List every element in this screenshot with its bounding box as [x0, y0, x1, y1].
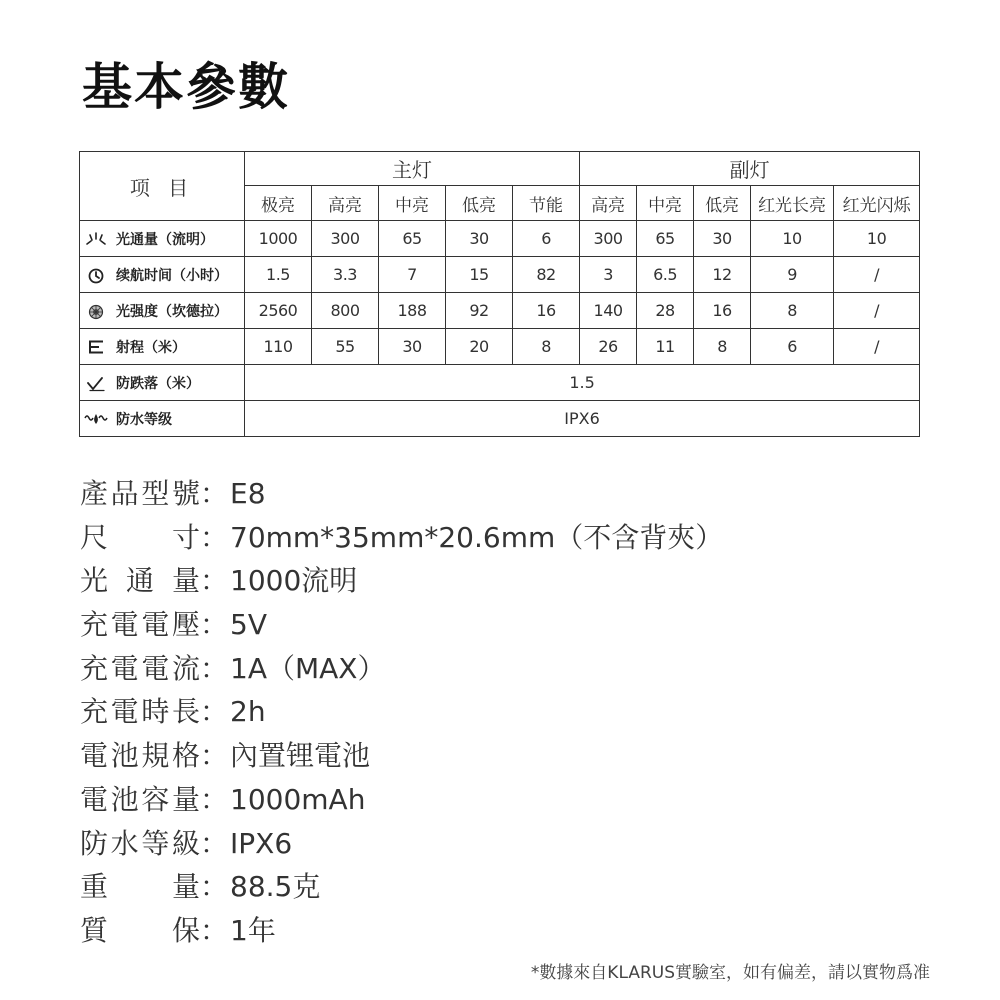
param-value: 88.5克: [230, 870, 321, 904]
table-cell: 188: [379, 293, 446, 329]
param-colon: ：: [200, 651, 229, 685]
page-title: 基本參數: [82, 58, 290, 116]
param-row: [80, 865, 723, 909]
table-cell: 8: [694, 329, 751, 365]
table-cell: 55: [312, 329, 379, 365]
param-row: [80, 472, 723, 516]
param-label: 電池規格: [80, 739, 200, 773]
param-colon: ：: [200, 826, 229, 860]
table-cell: 8: [751, 293, 834, 329]
row-label-luminous-flux: [80, 221, 245, 257]
table-cell: 6: [513, 221, 580, 257]
table-cell: 140: [580, 293, 637, 329]
table-cell: 15: [446, 257, 513, 293]
row-label-runtime: [80, 257, 245, 293]
table-cell: 110: [245, 329, 312, 365]
table-cell: /: [834, 293, 920, 329]
param-label: 產品型號: [80, 477, 200, 510]
merged-value: 1.5: [245, 365, 920, 401]
table-cell: 20: [446, 329, 513, 365]
param-label: 電池容量: [80, 782, 200, 816]
row-label-beam-distance: [80, 329, 245, 365]
table-cell: 2560: [245, 293, 312, 329]
table-cell: 11: [637, 329, 694, 365]
table-row: [80, 221, 920, 257]
table-cell: 26: [580, 329, 637, 365]
table-row: [80, 257, 920, 293]
param-colon: ：: [200, 739, 229, 773]
mode-header: 节能: [513, 186, 580, 221]
row-label-text: 光强度（坎德拉）: [116, 303, 228, 320]
impact-resistance-icon: [84, 376, 108, 392]
table-cell: 800: [312, 293, 379, 329]
row-label-impact-resistance: [80, 365, 245, 401]
row-label-text: 防跌落（米）: [116, 375, 200, 392]
table-cell: 30: [379, 329, 446, 365]
param-row: [80, 647, 723, 691]
table-cell: 16: [513, 293, 580, 329]
group-header-main-light: 主灯: [245, 152, 580, 186]
param-label: 光通量: [80, 564, 200, 598]
table-cell: 300: [580, 221, 637, 257]
param-colon: ：: [200, 564, 229, 598]
table-cell: 30: [446, 221, 513, 257]
param-row: [80, 603, 723, 647]
mode-header: 红光闪烁: [834, 186, 920, 221]
table-cell: 6: [751, 329, 834, 365]
param-colon: ：: [200, 695, 229, 729]
mode-header: 中亮: [379, 186, 446, 221]
table-row: [80, 401, 920, 437]
table-cell: 1000: [245, 221, 312, 257]
table-cell: /: [834, 329, 920, 365]
param-row: [80, 909, 723, 953]
footnote: *數據來自KLARUS實驗室，如有偏差，請以實物爲准: [530, 963, 930, 983]
param-label: 充電時長: [80, 695, 200, 729]
param-label: 充電電流: [80, 651, 200, 685]
row-label-text: 光通量（流明）: [116, 231, 214, 248]
table-cell: 7: [379, 257, 446, 293]
param-label: 尺寸: [80, 520, 200, 554]
param-value: E8: [230, 477, 266, 510]
table-cell: 3.3: [312, 257, 379, 293]
table-header: [80, 152, 920, 221]
mode-header: 红光长亮: [751, 186, 834, 221]
param-row: [80, 559, 723, 603]
param-label: 防水等級: [80, 826, 200, 860]
lumen-icon: [84, 232, 108, 248]
param-colon: ：: [200, 608, 229, 642]
merged-value: IPX6: [245, 401, 920, 437]
param-value: 1年: [230, 913, 276, 947]
spec-table: [79, 151, 920, 437]
param-label: 充電電壓: [80, 608, 200, 642]
corner-label: 项 目: [80, 152, 245, 221]
param-label: 質保: [80, 913, 200, 947]
table-cell: 1.5: [245, 257, 312, 293]
mode-header: 低亮: [694, 186, 751, 221]
group-header-sub-light: 副灯: [580, 152, 920, 186]
table-cell: 6.5: [637, 257, 694, 293]
table-cell: 30: [694, 221, 751, 257]
param-list: [80, 472, 723, 953]
row-label-waterproof: [80, 401, 245, 437]
table-cell: /: [834, 257, 920, 293]
param-colon: ：: [200, 782, 229, 816]
row-label-text: 续航时间（小时）: [116, 267, 228, 284]
table-cell: 28: [637, 293, 694, 329]
table-row: [80, 293, 920, 329]
table-cell: 82: [513, 257, 580, 293]
param-row: [80, 778, 723, 822]
row-label-intensity: [80, 293, 245, 329]
table-cell: 10: [751, 221, 834, 257]
row-label-text: 防水等级: [116, 411, 172, 428]
param-row: [80, 822, 723, 866]
param-colon: ：: [200, 913, 229, 947]
table-cell: 92: [446, 293, 513, 329]
table-cell: 12: [694, 257, 751, 293]
mode-header: 低亮: [446, 186, 513, 221]
intensity-icon: [84, 304, 108, 320]
table-cell: 8: [513, 329, 580, 365]
param-colon: ：: [200, 870, 229, 904]
table-cell: 65: [637, 221, 694, 257]
table-row: [80, 329, 920, 365]
param-value: 70mm*35mm*20.6mm（不含背夾）: [230, 520, 724, 554]
clock-icon: [84, 268, 108, 284]
param-value: 1A（MAX）: [230, 651, 386, 685]
row-label-text: 射程（米）: [116, 339, 186, 356]
mode-header: 高亮: [312, 186, 379, 221]
param-value: 2h: [230, 695, 266, 729]
param-value: IPX6: [230, 826, 293, 860]
param-colon: ：: [200, 520, 229, 554]
param-value: 內置锂電池: [230, 739, 371, 773]
param-value: 5V: [230, 608, 267, 642]
table-cell: 16: [694, 293, 751, 329]
param-row: [80, 734, 723, 778]
table-cell: 300: [312, 221, 379, 257]
param-value: 1000流明: [230, 564, 358, 598]
table-cell: 3: [580, 257, 637, 293]
table-cell: 9: [751, 257, 834, 293]
table-cell: 65: [379, 221, 446, 257]
param-value: 1000mAh: [230, 782, 366, 816]
table-row: [80, 365, 920, 401]
param-colon: ：: [200, 477, 229, 510]
param-row: [80, 516, 723, 560]
waterproof-icon: [84, 412, 108, 428]
table-cell: 10: [834, 221, 920, 257]
mode-header: 中亮: [637, 186, 694, 221]
param-row: [80, 690, 723, 734]
mode-header: 极亮: [245, 186, 312, 221]
beam-distance-icon: [84, 340, 108, 356]
mode-header: 高亮: [580, 186, 637, 221]
param-label: 重量: [80, 870, 200, 904]
